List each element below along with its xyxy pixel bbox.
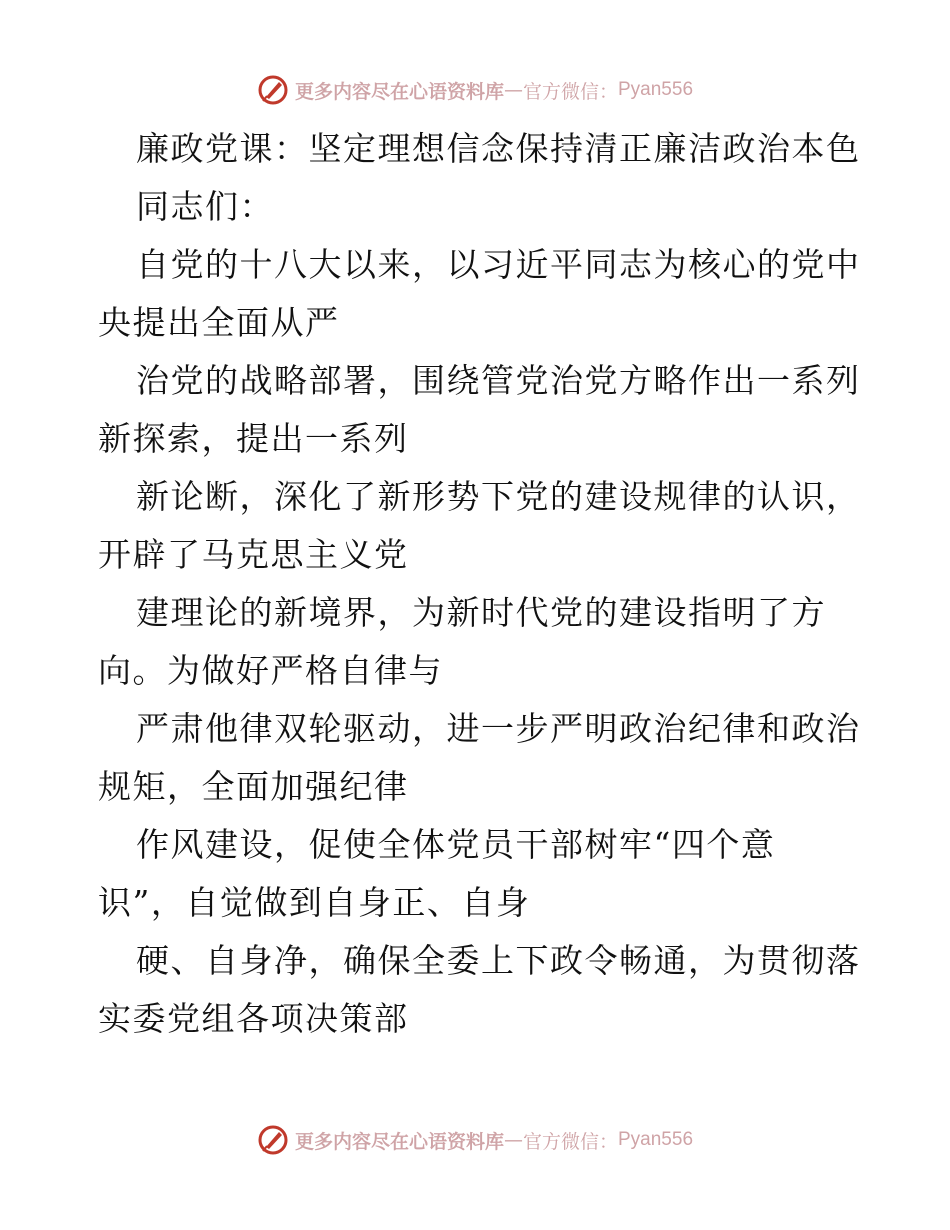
text-line: 实委党组各项决策部 [98,999,409,1038]
banner-text: 更多内容尽在心语资料库 [294,80,504,103]
banner-wechat-label: 官方微信： [522,1130,618,1153]
header-banner [0,70,950,110]
text-line: 同志们： [136,187,274,226]
document-body [98,120,861,1048]
text-line: 建理论的新境界，为新时代党的建设指明了方 [136,593,826,632]
banner-separator: — [503,1129,523,1151]
quill-circle-logo-icon [257,74,289,106]
text-line: 廉政党课：坚定理想信念保持清正廉洁政治本色 [136,129,861,168]
banner-wechat-id: Pyan556 [618,79,694,100]
banner-wechat-label: 官方微信： [522,80,618,103]
text-line: 新探索，提出一系列 [98,419,409,458]
banner-text: 更多内容尽在心语资料库 [294,1130,504,1153]
banner-separator: — [503,79,523,101]
text-line: 规矩，全面加强纪律 [98,767,409,806]
text-line: 作风建设，促使全体党员干部树牢“四个意 [136,825,776,864]
text-line: 央提出全面从严 [98,303,340,342]
banner-wechat-id: Pyan556 [618,1129,694,1150]
text-line: 硬、自身净，确保全委上下政令畅通，为贯彻落 [136,941,861,980]
text-line: 新论断，深化了新形势下党的建设规律的认识， [136,477,861,516]
text-line: 治党的战略部署，围绕管党治党方略作出一系列 [136,361,861,400]
text-line: 严肃他律双轮驱动，进一步严明政治纪律和政治 [136,709,861,748]
text-line: 向。为做好严格自律与 [98,651,443,690]
quill-circle-logo-icon [257,1124,289,1156]
text-line: 识”，自觉做到自身正、自身 [98,883,531,922]
text-line: 开辟了马克思主义党 [98,535,409,574]
footer-banner [0,1120,950,1160]
text-line: 自党的十八大以来，以习近平同志为核心的党中 [136,245,861,284]
